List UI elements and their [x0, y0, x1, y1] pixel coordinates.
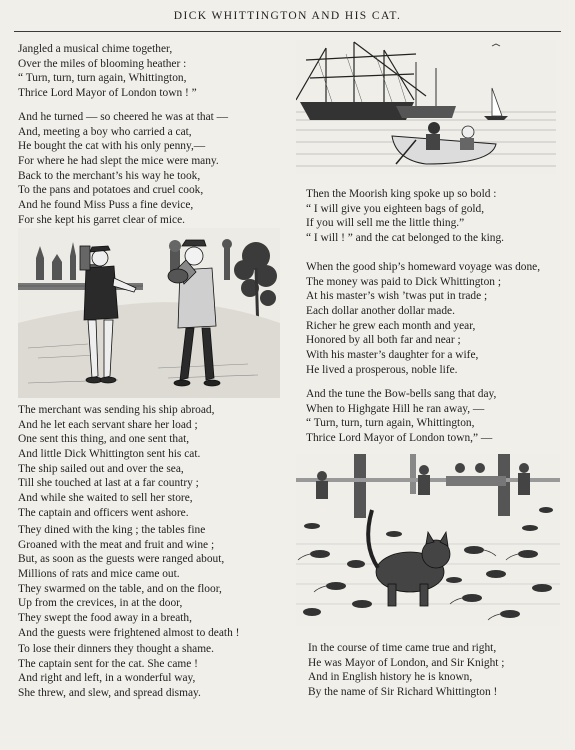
- left-stanza-2: [18, 110, 228, 228]
- verse-line: One sent this thing, and one sent that,: [18, 433, 190, 446]
- verse-line: Jangled a musical chime together,: [18, 43, 173, 55]
- verse-line: Then the Moorish king spoke up so bold :: [306, 188, 497, 200]
- verse-line: For she kept his garret clear of mice.: [18, 213, 185, 226]
- verse-line: Groaned with the meat and fruit and wine ;: [18, 538, 215, 551]
- verse-line: And little Dick Whittington sent his cat.: [18, 448, 201, 461]
- verse-line: For where he had slept the mice were many.: [18, 155, 219, 168]
- verse-line: The captain and officers went ashore.: [18, 506, 189, 519]
- verse-line: And he let each servant share her load ;: [18, 418, 198, 431]
- boys-with-cat-illustration: [18, 228, 280, 398]
- verse-line: He bought the cat with his only penny,—: [18, 140, 206, 153]
- verse-line: They swarmed on the table, and on the floor,: [18, 582, 222, 595]
- header-rule: [14, 31, 561, 32]
- verse-line: “ I will give you eighteen bags of gold,: [306, 202, 485, 215]
- verse-line: “ I will ! ” and the cat belonged to the king.: [306, 232, 505, 245]
- verse-line: At his master’s wish ’twas put in trade ;: [306, 290, 488, 303]
- verse-line: Thrice Lord Mayor of London town ! ”: [18, 87, 197, 100]
- verse-line: And the guests were frightened almost to death !: [18, 626, 240, 639]
- verse-line: By the name of Sir Richard Whittington !: [308, 686, 498, 699]
- verse-line: Richer he grew each month and year,: [306, 319, 476, 332]
- verse-line: To the pans and potatoes and cruel cook,: [18, 184, 204, 197]
- left-stanza-5: [18, 642, 214, 701]
- left-stanza-3: [18, 403, 214, 521]
- verse-line: And while she waited to sell her store,: [18, 492, 193, 505]
- verse-line: The captain sent for the cat. She came !: [18, 657, 198, 670]
- right-stanza-4: [308, 641, 504, 700]
- verse-line: He lived a prosperous, noble life.: [306, 363, 458, 376]
- page-header: DICK WHITTINGTON AND HIS CAT.: [173, 10, 402, 22]
- verse-line: Thrice Lord Mayor of London town,” —: [306, 432, 493, 445]
- left-stanza-4: [18, 523, 239, 641]
- verse-line: And the tune the Bow-bells sang that day,: [306, 388, 497, 400]
- verse-line: And, meeting a boy who carried a cat,: [18, 125, 192, 138]
- verse-line: “ Turn, turn, turn again, Whittington,: [306, 417, 475, 430]
- verse-line: When to Highgate Hill he ran away, —: [306, 402, 485, 415]
- verse-line: The money was paid to Dick Whittington ;: [306, 275, 501, 288]
- verse-line: Each dollar another dollar made.: [306, 305, 455, 318]
- verse-line: Back to the merchant’s his way he took,: [18, 169, 201, 182]
- verse-line: She threw, and slew, and spread dismay.: [18, 687, 201, 700]
- right-stanza-1: [306, 187, 504, 246]
- verse-line: If you will sell me the little thing.”: [306, 217, 465, 230]
- verse-line: The merchant was sending his ship abroad,: [18, 404, 215, 416]
- ships-illustration: [296, 40, 556, 174]
- verse-line: In the course of time came true and right,: [308, 642, 497, 654]
- verse-line: They swept the food away in a breath,: [18, 612, 192, 625]
- verse-line: Over the miles of blooming heather :: [18, 57, 187, 70]
- verse-line: With his master’s daughter for a wife,: [306, 349, 479, 362]
- right-stanza-3: [306, 387, 496, 446]
- verse-line: And in English history he is known,: [308, 671, 473, 684]
- verse-line: But, as soon as the guests were ranged about,: [18, 553, 225, 566]
- verse-line: And he found Miss Puss a fine device,: [18, 199, 194, 212]
- verse-line: Millions of rats and mice came out.: [18, 568, 180, 581]
- verse-line: Till she touched at last at a far country ;: [18, 477, 199, 490]
- verse-line: And right and left, in a wonderful way,: [18, 672, 196, 685]
- verse-line: Honored by all both far and near ;: [306, 334, 461, 347]
- verse-line: When the good ship’s homeward voyage was done,: [306, 261, 541, 273]
- verse-line: They dined with the king ; the tables fine: [18, 524, 206, 536]
- verse-line: And he turned — so cheered he was at that —: [18, 111, 229, 123]
- verse-line: He was Mayor of London, and Sir Knight ;: [308, 656, 505, 669]
- verse-line: The ship sailed out and over the sea,: [18, 462, 184, 475]
- cat-and-rats-illustration: [296, 454, 560, 626]
- verse-line: “ Turn, turn, turn again, Whittington,: [18, 72, 187, 85]
- verse-line: To lose their dinners they thought a shame.: [18, 643, 214, 655]
- verse-line: Up from the crevices, in at the door,: [18, 597, 183, 610]
- right-stanza-2: [306, 260, 540, 378]
- left-stanza-1: [18, 42, 197, 101]
